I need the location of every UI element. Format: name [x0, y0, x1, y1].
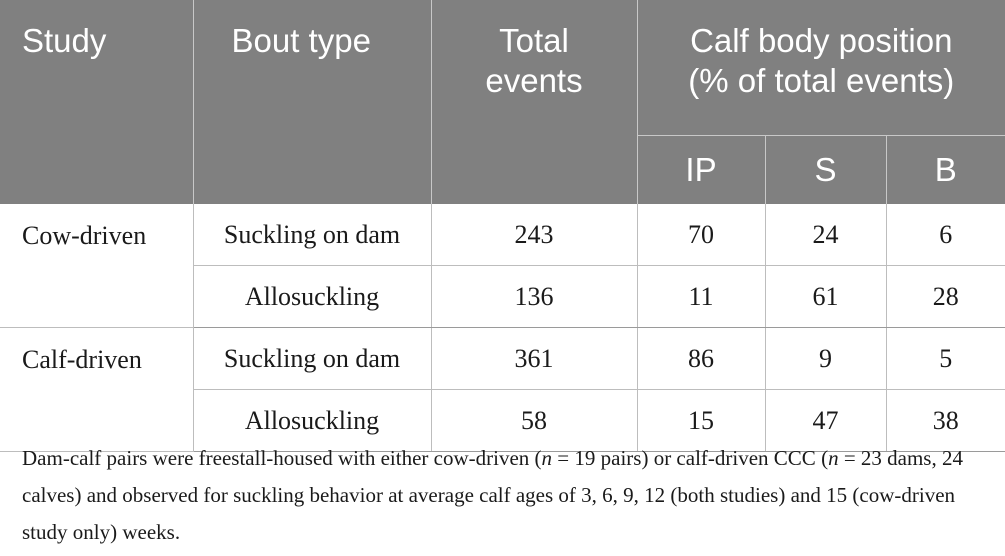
s-cell: 47	[765, 390, 886, 452]
header-total-line1: Total	[499, 22, 569, 59]
table-header	[0, 0, 1005, 204]
header-total-events	[431, 0, 637, 204]
total-cell: 58	[431, 390, 637, 452]
ip-cell: 70	[637, 204, 765, 266]
footnote-part1: Dam-calf pairs were freestall-housed with either cow-driven (	[22, 446, 542, 470]
header-ip: IP	[637, 136, 765, 205]
ip-cell: 86	[637, 328, 765, 390]
b-cell: 38	[886, 390, 1005, 452]
b-cell: 5	[886, 328, 1005, 390]
header-total-line2: events	[485, 62, 583, 99]
bout-cell: Suckling on dam	[193, 204, 431, 266]
b-cell: 6	[886, 204, 1005, 266]
footnote-part2: = 19 pairs) or calf-driven CCC (	[552, 446, 829, 470]
footnote-n1: n	[541, 446, 553, 470]
footnote-n2: n	[828, 446, 839, 470]
header-calf-line1: Calf body position	[690, 22, 953, 59]
header-bout-type: Bout type	[193, 0, 431, 204]
s-cell: 24	[765, 204, 886, 266]
header-s: S	[765, 136, 886, 205]
header-calf-body-position	[637, 0, 1005, 136]
b-cell: 28	[886, 266, 1005, 328]
header-calf-line2: (% of total events)	[688, 62, 955, 99]
bout-cell: Allosuckling	[193, 390, 431, 452]
ip-cell: 15	[637, 390, 765, 452]
total-cell: 136	[431, 266, 637, 328]
header-b: B	[886, 136, 1005, 205]
study-cell: Calf-driven	[0, 328, 193, 452]
bout-cell: Allosuckling	[193, 266, 431, 328]
s-cell: 9	[765, 328, 886, 390]
s-cell: 61	[765, 266, 886, 328]
table-body	[0, 204, 1005, 452]
ip-cell: 11	[637, 266, 765, 328]
bout-cell: Suckling on dam	[193, 328, 431, 390]
table-footnote	[22, 440, 982, 551]
header-study: Study	[0, 0, 193, 204]
table-row	[0, 204, 1005, 266]
study-cell: Cow-driven	[0, 204, 193, 328]
total-cell: 361	[431, 328, 637, 390]
footnote-part3: = 23 dams, 24 calves) and observed for suckling behavior at average calf ages of 3, 6, 9, 12 (both studies) and 15 (cow-driven study only) weeks.	[22, 446, 963, 544]
total-cell: 243	[431, 204, 637, 266]
table-row	[0, 328, 1005, 390]
